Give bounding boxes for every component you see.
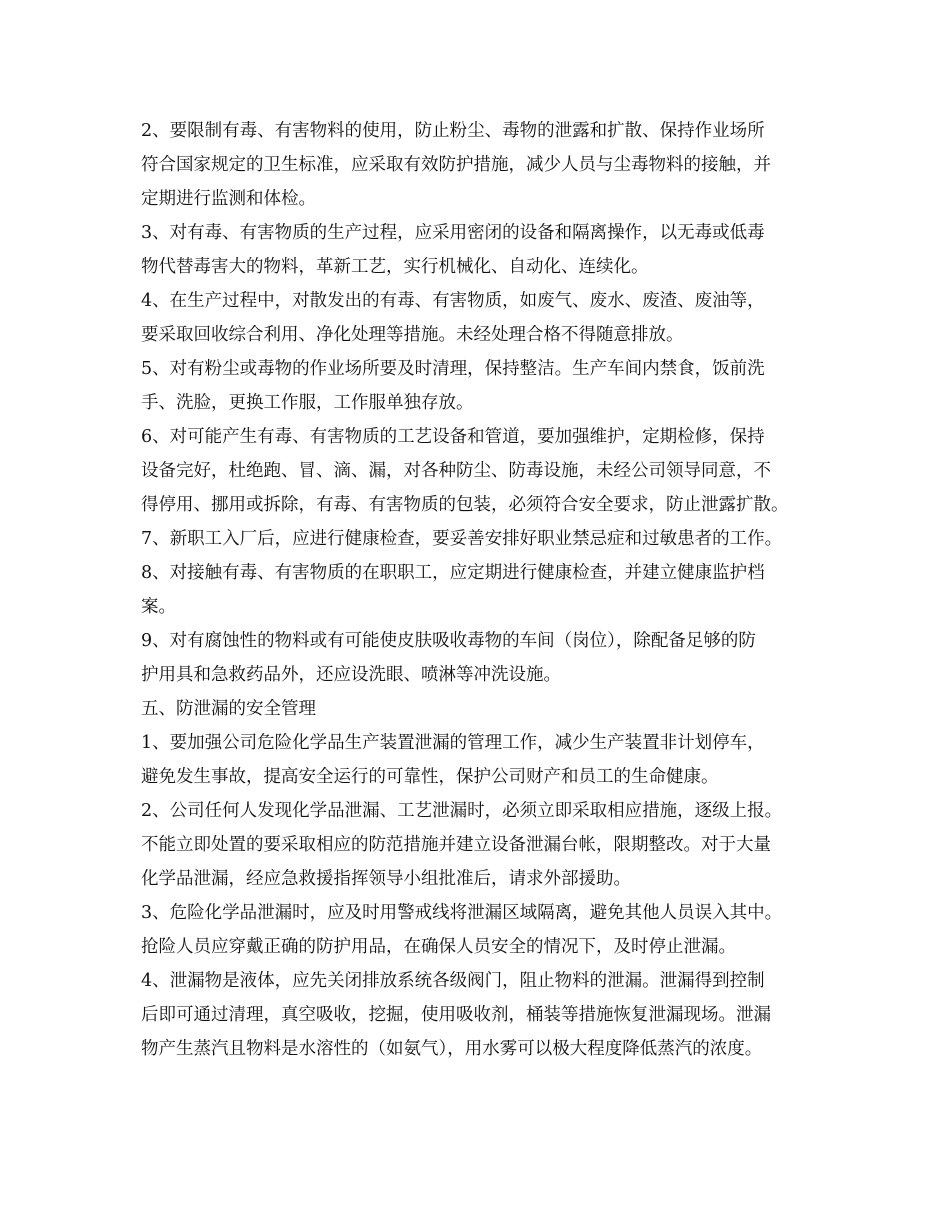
text-line: 4、在生产过程中，对散发出的有毒、有害物质，如废气、废水、废渣、废油等，	[141, 291, 765, 311]
text-line: 不能立即处置的要采取相应的防范措施并建立设备泄漏台帐，限期整改。对于大量	[141, 835, 771, 855]
text-line: 化学品泄漏，经应急救援指挥领导小组批准后，请求外部援助。	[141, 869, 631, 889]
text-line: 得停用、挪用或拆除，有毒、有害物质的包装，必须符合安全要求，防止泄露扩散。	[141, 495, 789, 515]
text-line: 6、对可能产生有毒、有害物质的工艺设备和管道，要加强维护，定期检修，保持	[141, 427, 765, 447]
text-line: 7、新职工入厂后，应进行健康检查，要妥善安排好职业禁忌症和过敏患者的工作。	[141, 529, 783, 549]
text-line: 5、对有粉尘或毒物的作业场所要及时清理，保持整洁。生产车间内禁食，饭前洗	[141, 359, 765, 379]
text-line: 后即可通过清理，真空吸收，挖掘，使用吸收剂，桶装等措施恢复泄漏现场。泄漏	[141, 1005, 771, 1025]
text-line: 要采取回收综合利用、净化处理等措施。未经处理合格不得随意排放。	[141, 325, 684, 345]
text-line: 符合国家规定的卫生标准，应采取有效防护措施，减少人员与尘毒物料的接触，并	[141, 155, 771, 175]
text-line: 避免发生事故，提高安全运行的可靠性，保护公司财产和员工的生命健康。	[141, 767, 719, 787]
text-line: 3、对有毒、有害物质的生产过程，应采用密闭的设备和隔离操作，以无毒或低毒	[141, 223, 765, 243]
text-line: 8、对接触有毒、有害物质的在职职工，应定期进行健康检查，并建立健康监护档	[141, 563, 765, 583]
text-line: 9、对有腐蚀性的物料或有可能使皮肤吸收毒物的车间（岗位），除配备足够的防	[141, 631, 756, 651]
text-line: 2、要限制有毒、有害物料的使用，防止粉尘、毒物的泄露和扩散、保持作业场所	[141, 121, 765, 141]
text-line: 4、泄漏物是液体，应先关闭排放系统各级阀门，阻止物料的泄漏。泄漏得到控制	[141, 971, 765, 991]
text-line: 物代替毒害大的物料，革新工艺，实行机械化、自动化、连续化。	[141, 257, 649, 277]
text-line: 抢险人员应穿戴正确的防护用品，在确保人员安全的情况下，及时停止泄漏。	[141, 937, 736, 957]
text-line: 手、洗脸，更换工作服，工作服单独存放。	[141, 393, 474, 413]
text-line: 定期进行监测和体检。	[141, 189, 316, 209]
text-line: 设备完好，杜绝跑、冒、滴、漏，对各种防尘、防毒设施，未经公司领导同意，不	[141, 461, 771, 481]
text-line: 1、要加强公司危险化学品生产装置泄漏的管理工作，减少生产装置非计划停车，	[141, 733, 765, 753]
text-line: 护用具和急救药品外，还应设洗眼、喷淋等冲洗设施。	[141, 665, 561, 685]
text-line: 案。	[141, 597, 176, 617]
text-line: 3、危险化学品泄漏时，应及时用警戒线将泄漏区域隔离，避免其他人员误入其中。	[141, 903, 783, 923]
text-line: 物产生蒸汽且物料是水溶性的（如氨气），用水雾可以极大程度降低蒸汽的浓度。	[141, 1039, 763, 1059]
document-body	[141, 114, 817, 1066]
text-line: 2、公司任何人发现化学品泄漏、工艺泄漏时，必须立即采取相应措施，逐级上报。	[141, 801, 783, 821]
section-heading: 五、防泄漏的安全管理	[141, 699, 316, 719]
